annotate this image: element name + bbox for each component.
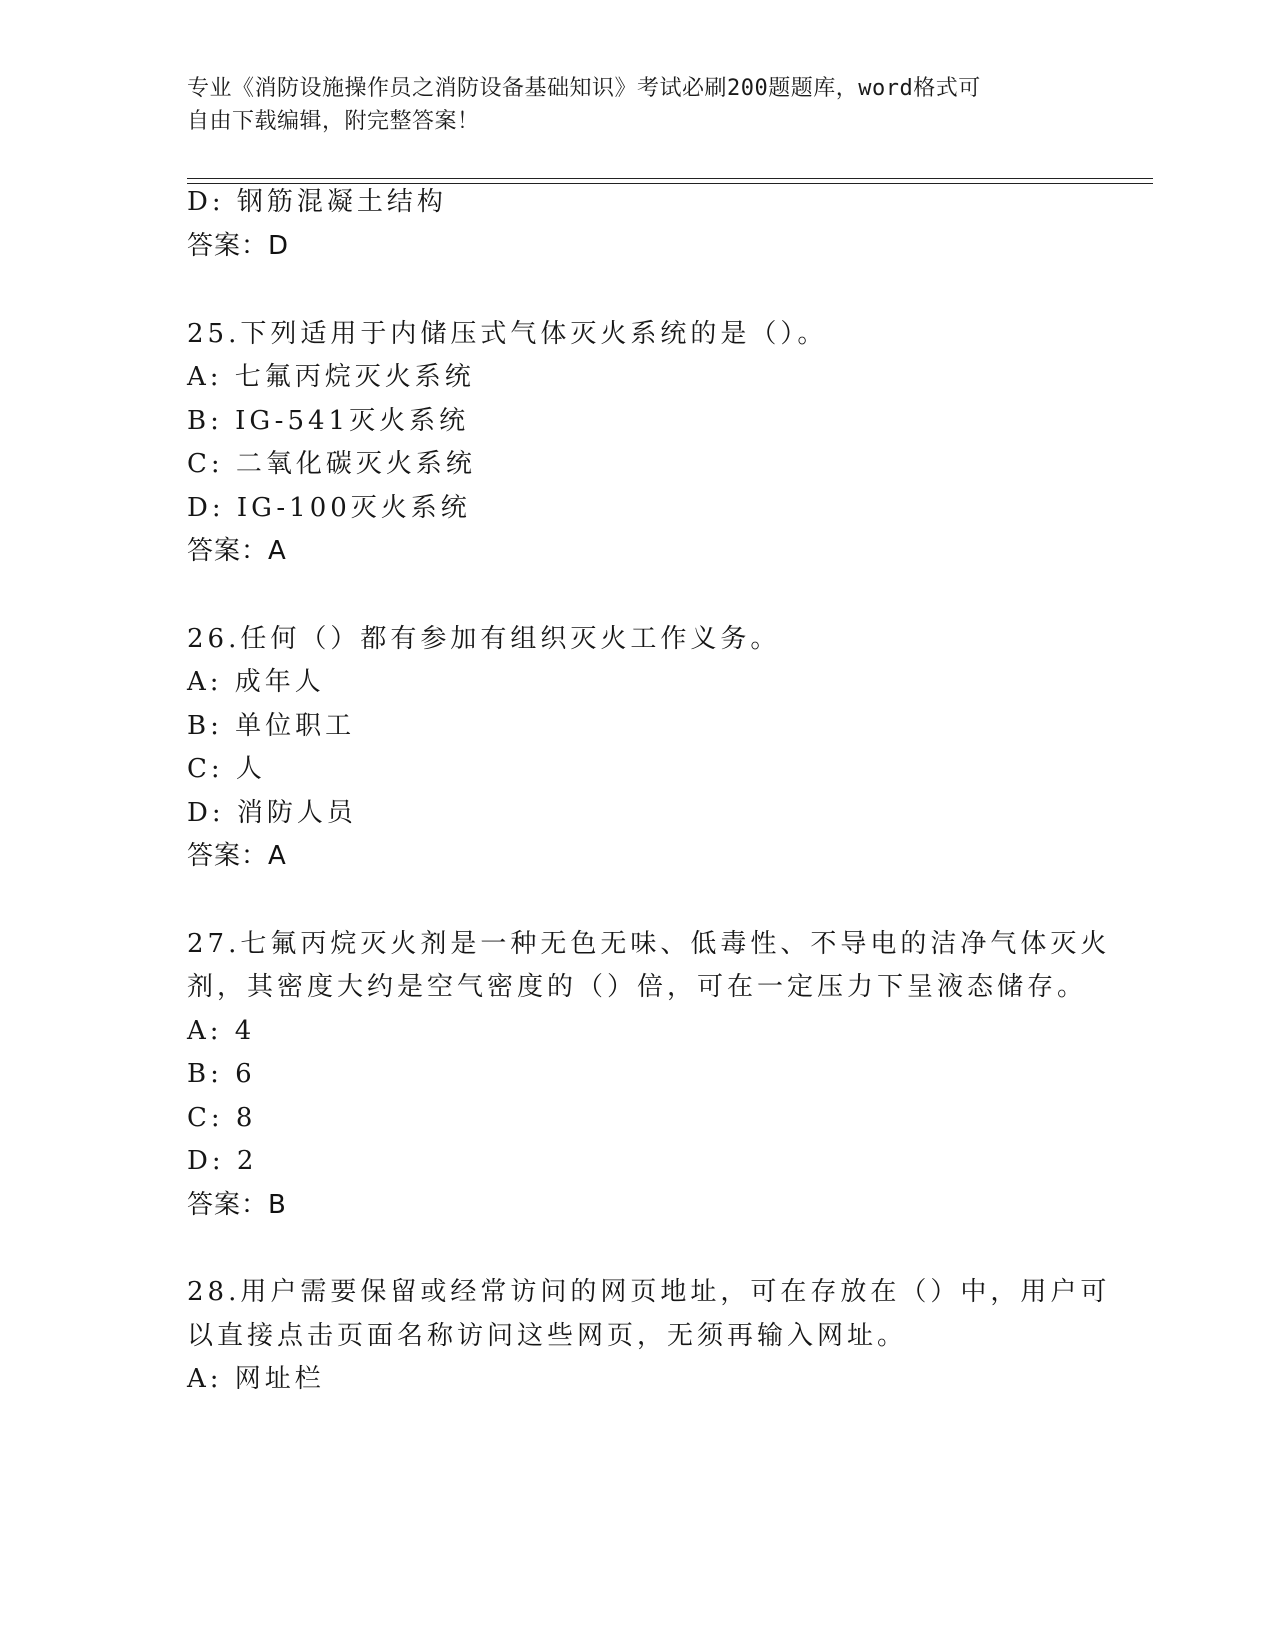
header-divider-top — [187, 178, 1153, 179]
q27-stem-line-2: 剂，其密度大约是空气密度的（）倍，可在一定压力下呈液态储存。 — [187, 972, 1088, 1002]
q28-stem-line-2: 以直接点击页面名称访问这些网页，无须再输入网址。 — [187, 1321, 908, 1351]
q27-option-a: A: 4 — [187, 1016, 256, 1046]
q27-option-c: C: 8 — [187, 1103, 257, 1133]
q28-stem-line-1: 28.用户需要保留或经常访问的网页地址，可在存放在（）中，用户可 — [187, 1277, 1111, 1307]
q25-option-d: D: IG-100灭火系统 — [187, 493, 471, 523]
q24-answer: 答案：D — [187, 231, 290, 261]
q28-option-a: A: 网址栏 — [187, 1364, 325, 1394]
q25-answer: 答案：A — [187, 536, 287, 566]
q26-option-d: D: 消防人员 — [187, 798, 357, 828]
q27-stem-line-1: 27.七氟丙烷灭火剂是一种无色无味、低毒性、不导电的洁净气体灭火 — [187, 929, 1111, 959]
q26-option-c: C: 人 — [187, 754, 266, 784]
q26-option-a: A: 成年人 — [187, 667, 325, 697]
q24-option-d: D: 钢筋混凝土结构 — [187, 187, 447, 217]
header-title-line-1: 专业《消防设施操作员之消防设备基础知识》考试必刷200题题库，word格式可 — [187, 76, 981, 101]
q27-option-d: D: 2 — [187, 1146, 258, 1176]
q25-stem: 25.下列适用于内储压式气体灭火系统的是（）。 — [187, 319, 828, 349]
q26-stem: 26.任何（）都有参加有组织灭火工作义务。 — [187, 624, 781, 654]
q25-option-a: A: 七氟丙烷灭火系统 — [187, 362, 475, 392]
q26-answer: 答案：A — [187, 841, 287, 871]
q25-option-c: C: 二氧化碳灭火系统 — [187, 449, 476, 479]
q25-option-b: B: IG-541灭火系统 — [187, 406, 470, 436]
q27-answer: 答案：B — [187, 1190, 287, 1220]
header-divider-bottom — [187, 183, 1153, 184]
document-header — [187, 72, 1067, 138]
q26-option-b: B: 单位职工 — [187, 711, 356, 741]
q27-option-b: B: 6 — [187, 1059, 256, 1089]
header-title-line-2: 自由下载编辑，附完整答案！ — [187, 109, 480, 134]
